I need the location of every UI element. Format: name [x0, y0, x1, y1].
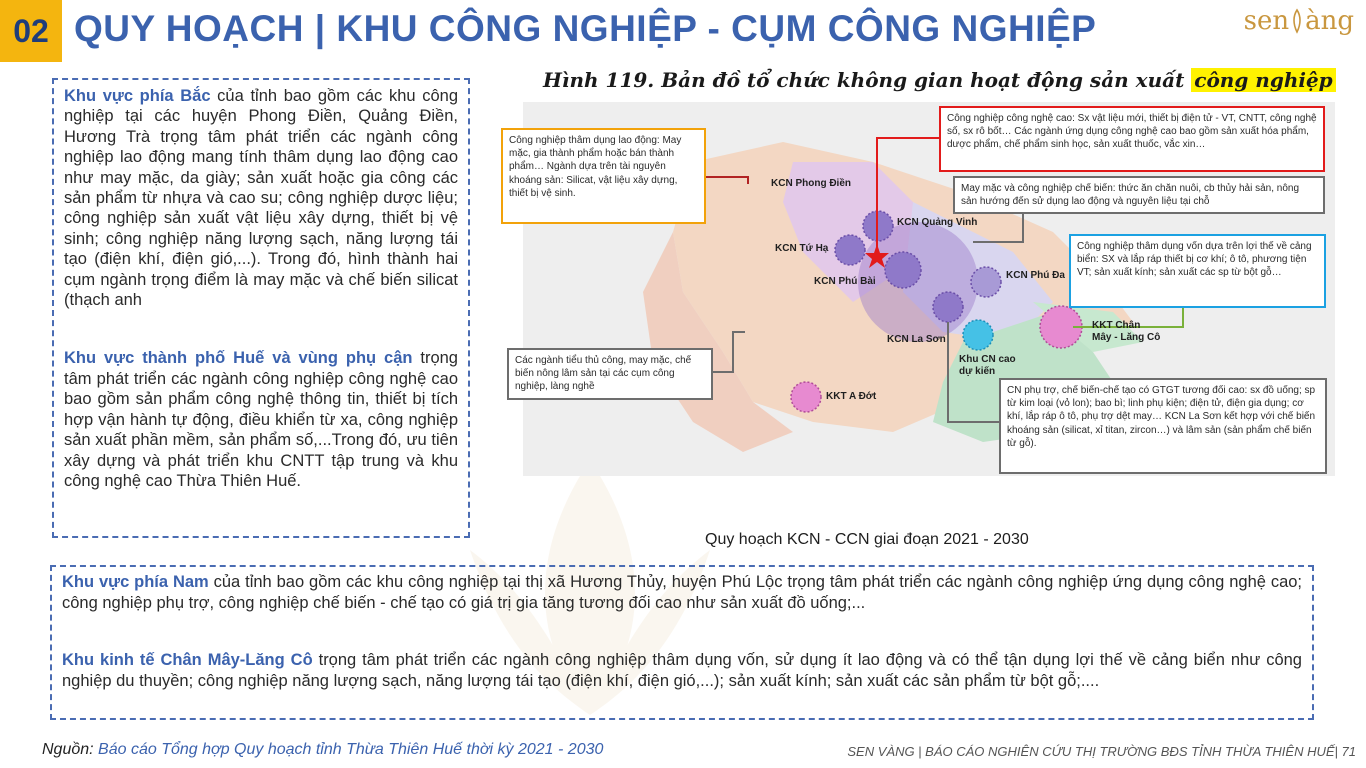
- north-region-text: của tỉnh bao gồm các khu công nghiệp tại các huyện Phong Điền, Quảng Điền, Hương Trà trọng tâm phát triển các ngành công nghiệp lao động mang tính thâm dụng lao động cao như may mặc, da giày; sản xuất hoặc gia công các sản phẩm từ nhựa và cao su; công nghiệp dược liệu; công nghiệp sản xuất vật liệu xây dựng, thiết bị vệ sinh; công nghiệp năng lượng sạch, năng lượng tái tạo (điện khí, điện gió,...). Trong đó, hình thành hai cụm ngành trọng điểm là may mặc và chế biến silicat (thạch anh: [64, 87, 458, 310]
- source-citation: [42, 741, 603, 759]
- map-label-phong-dien: KCN Phong Điền: [771, 178, 851, 189]
- callout-high-tech: Công nghiệp công nghệ cao: Sx vật liệu mới, thiết bị điện tử - VT, CNTT, công nghệ số, sx rô bốt… Các ngành ứng dụng công nghệ cao bao gồm sản xuất hóa phẩm, dược phẩm, chế phẩm sinh học, sản xuất thuốc, vắc xin…: [939, 106, 1325, 172]
- map-label-la-son: KCN La Sơn: [887, 334, 946, 345]
- chan-may-text: trọng tâm phát triển các ngành công nghiệp thâm dụng vốn, sử dụng ít lao động và có thể tận dụng lợi thế về cảng biển như công nghiệp du thuyền; công nghiệp năng lượng sạch, năng lượng tái tạo (điện khí, điện gió,...); sản xuất kính; sản xuất các sản phẩm từ bột gỗ;....: [62, 651, 1302, 690]
- industrial-zone-map: [493, 102, 1335, 476]
- chan-may-label: Khu kinh tế Chân Mây-Lăng Cô: [62, 651, 313, 669]
- kcn-tu-ha-marker: [835, 235, 865, 265]
- callout-labor-intensive: Công nghiệp thâm dụng lao động: May mặc, gia thành phẩm hoặc bán thành phẩm… Ngành dựa trên tài nguyên khoáng sản: Silicat, vật liệu xây dựng, thiết bị vệ sinh.: [501, 128, 706, 224]
- page-title: QUY HOẠCH | KHU CÔNG NGHIỆP - CỤM CÔNG NGHIỆP: [74, 8, 1097, 49]
- kkt-a-dot-marker: [791, 382, 821, 412]
- footer-page-info: SEN VÀNG | BÁO CÁO NGHIÊN CỨU THỊ TRƯỜNG BĐS TỈNH THỪA THIÊN HUẾ| 71: [847, 744, 1356, 759]
- map-label-tu-ha: KCN Tứ Hạ: [775, 243, 829, 254]
- section-number-badge: 02: [0, 0, 62, 62]
- chan-may-paragraph: [62, 650, 1302, 692]
- south-region-text-box: [50, 565, 1314, 720]
- map-label-a-dot: KKT A Đớt: [826, 391, 877, 402]
- callout-capital-intensive: Công nghiệp thâm dụng vốn dựa trên lợi thế về cảng biển: SX và lắp ráp thiết bị cơ khí; ô tô, phương tiện VT; sản xuất kính; sản xuất các sp từ bột gỗ…: [1069, 234, 1326, 308]
- map-label-chan-may: KKT Chân Mây - Lăng Cô: [1092, 320, 1161, 343]
- map-label-phu-da: KCN Phú Đa: [1006, 270, 1065, 281]
- map-label-phu-bai: KCN Phú Bài: [814, 276, 876, 287]
- hue-region-paragraph: [64, 348, 458, 491]
- south-region-paragraph: [62, 572, 1302, 614]
- hue-region-label: Khu vực thành phố Huế và vùng phụ cận: [64, 349, 413, 368]
- callout-supporting-industry: CN phụ trợ, chế biến-chế tạo có GTGT tương đối cao: sx đồ uống; sp từ kim loại (vỏ lon); bao bì; linh phụ kiện; điện tử, điện gia dụng; cơ khí, lắp ráp ô tô, phụ trợ dệt may… KCN La Sơn kết hợp với chế biến khoáng sản (silicat, xỉ titan, zircon…) và lâm sản (sản phẩm chế biến từ gỗ).: [999, 378, 1327, 474]
- north-region-paragraph: [64, 86, 458, 310]
- lotus-v-icon: [1290, 8, 1304, 34]
- north-region-text-box: [52, 78, 470, 538]
- kcn-phu-da-marker: [971, 267, 1001, 297]
- figure-title-text: Hình 119. Bản đồ tổ chức không gian hoạt động sản xuất: [543, 68, 1192, 92]
- kcn-phu-bai-marker: [885, 252, 921, 288]
- north-region-label: Khu vực phía Bắc: [64, 87, 211, 105]
- hue-region-text: trọng tâm phát triển các ngành công nghiệp công nghệ cao bao gồm sản phẩm công nghệ thông tin, thiết bị tích hợp vận hành tự động, điều khiển từ xa, công nghiệp sản xuất phần mềm, sản phẩm số,...Trong đó, ưu tiên xây dựng và phát triển khu CNTT tập trung và khu công nghệ cao Thừa Thiên Huế.: [64, 349, 458, 490]
- callout-handicraft: Các ngành tiểu thủ công, may mặc, chế biến nông lâm sản tại các cụm công nghiệp, làng nghề: [507, 348, 713, 400]
- figure-title-highlight: công nghiệp: [1191, 68, 1335, 92]
- figure-title: [543, 68, 1336, 92]
- source-label: Nguồn:: [42, 741, 99, 758]
- high-tech-zone-marker: [963, 320, 993, 350]
- south-region-label: Khu vực phía Nam: [62, 573, 209, 591]
- map-label-du-kien: Khu CN cao dự kiến: [959, 354, 1016, 377]
- sen-vang-logo: [1244, 6, 1354, 36]
- kcn-la-son-marker: [933, 292, 963, 322]
- south-region-text: của tỉnh bao gồm các khu công nghiệp tại thị xã Hương Thủy, huyện Phú Lộc trọng tâm phát triển các ngành công nghiệp ứng dụng công nghệ cao; công nghiệp phụ trợ, công nghiệp chế biến - chế tạo có giá trị gia tăng tương đối cao như sản xuất đồ uống;...: [62, 573, 1303, 612]
- brand-text-right: àng: [1305, 6, 1354, 36]
- figure-caption: Quy hoạch KCN - CCN giai đoạn 2021 - 2030: [705, 531, 1029, 548]
- source-text: Báo cáo Tổng hợp Quy hoạch tỉnh Thừa Thiên Huế thời kỳ 2021 - 2030: [98, 741, 604, 758]
- brand-text-left: sen: [1243, 6, 1290, 36]
- callout-garment-processing: May mặc và công nghiệp chế biến: thức ăn chăn nuôi, cb thủy hải sản, nông sản hướng đến sử dụng lao động và nguyên liệu tại chỗ: [953, 176, 1325, 214]
- map-label-quang-vinh: KCN Quảng Vinh: [897, 217, 978, 228]
